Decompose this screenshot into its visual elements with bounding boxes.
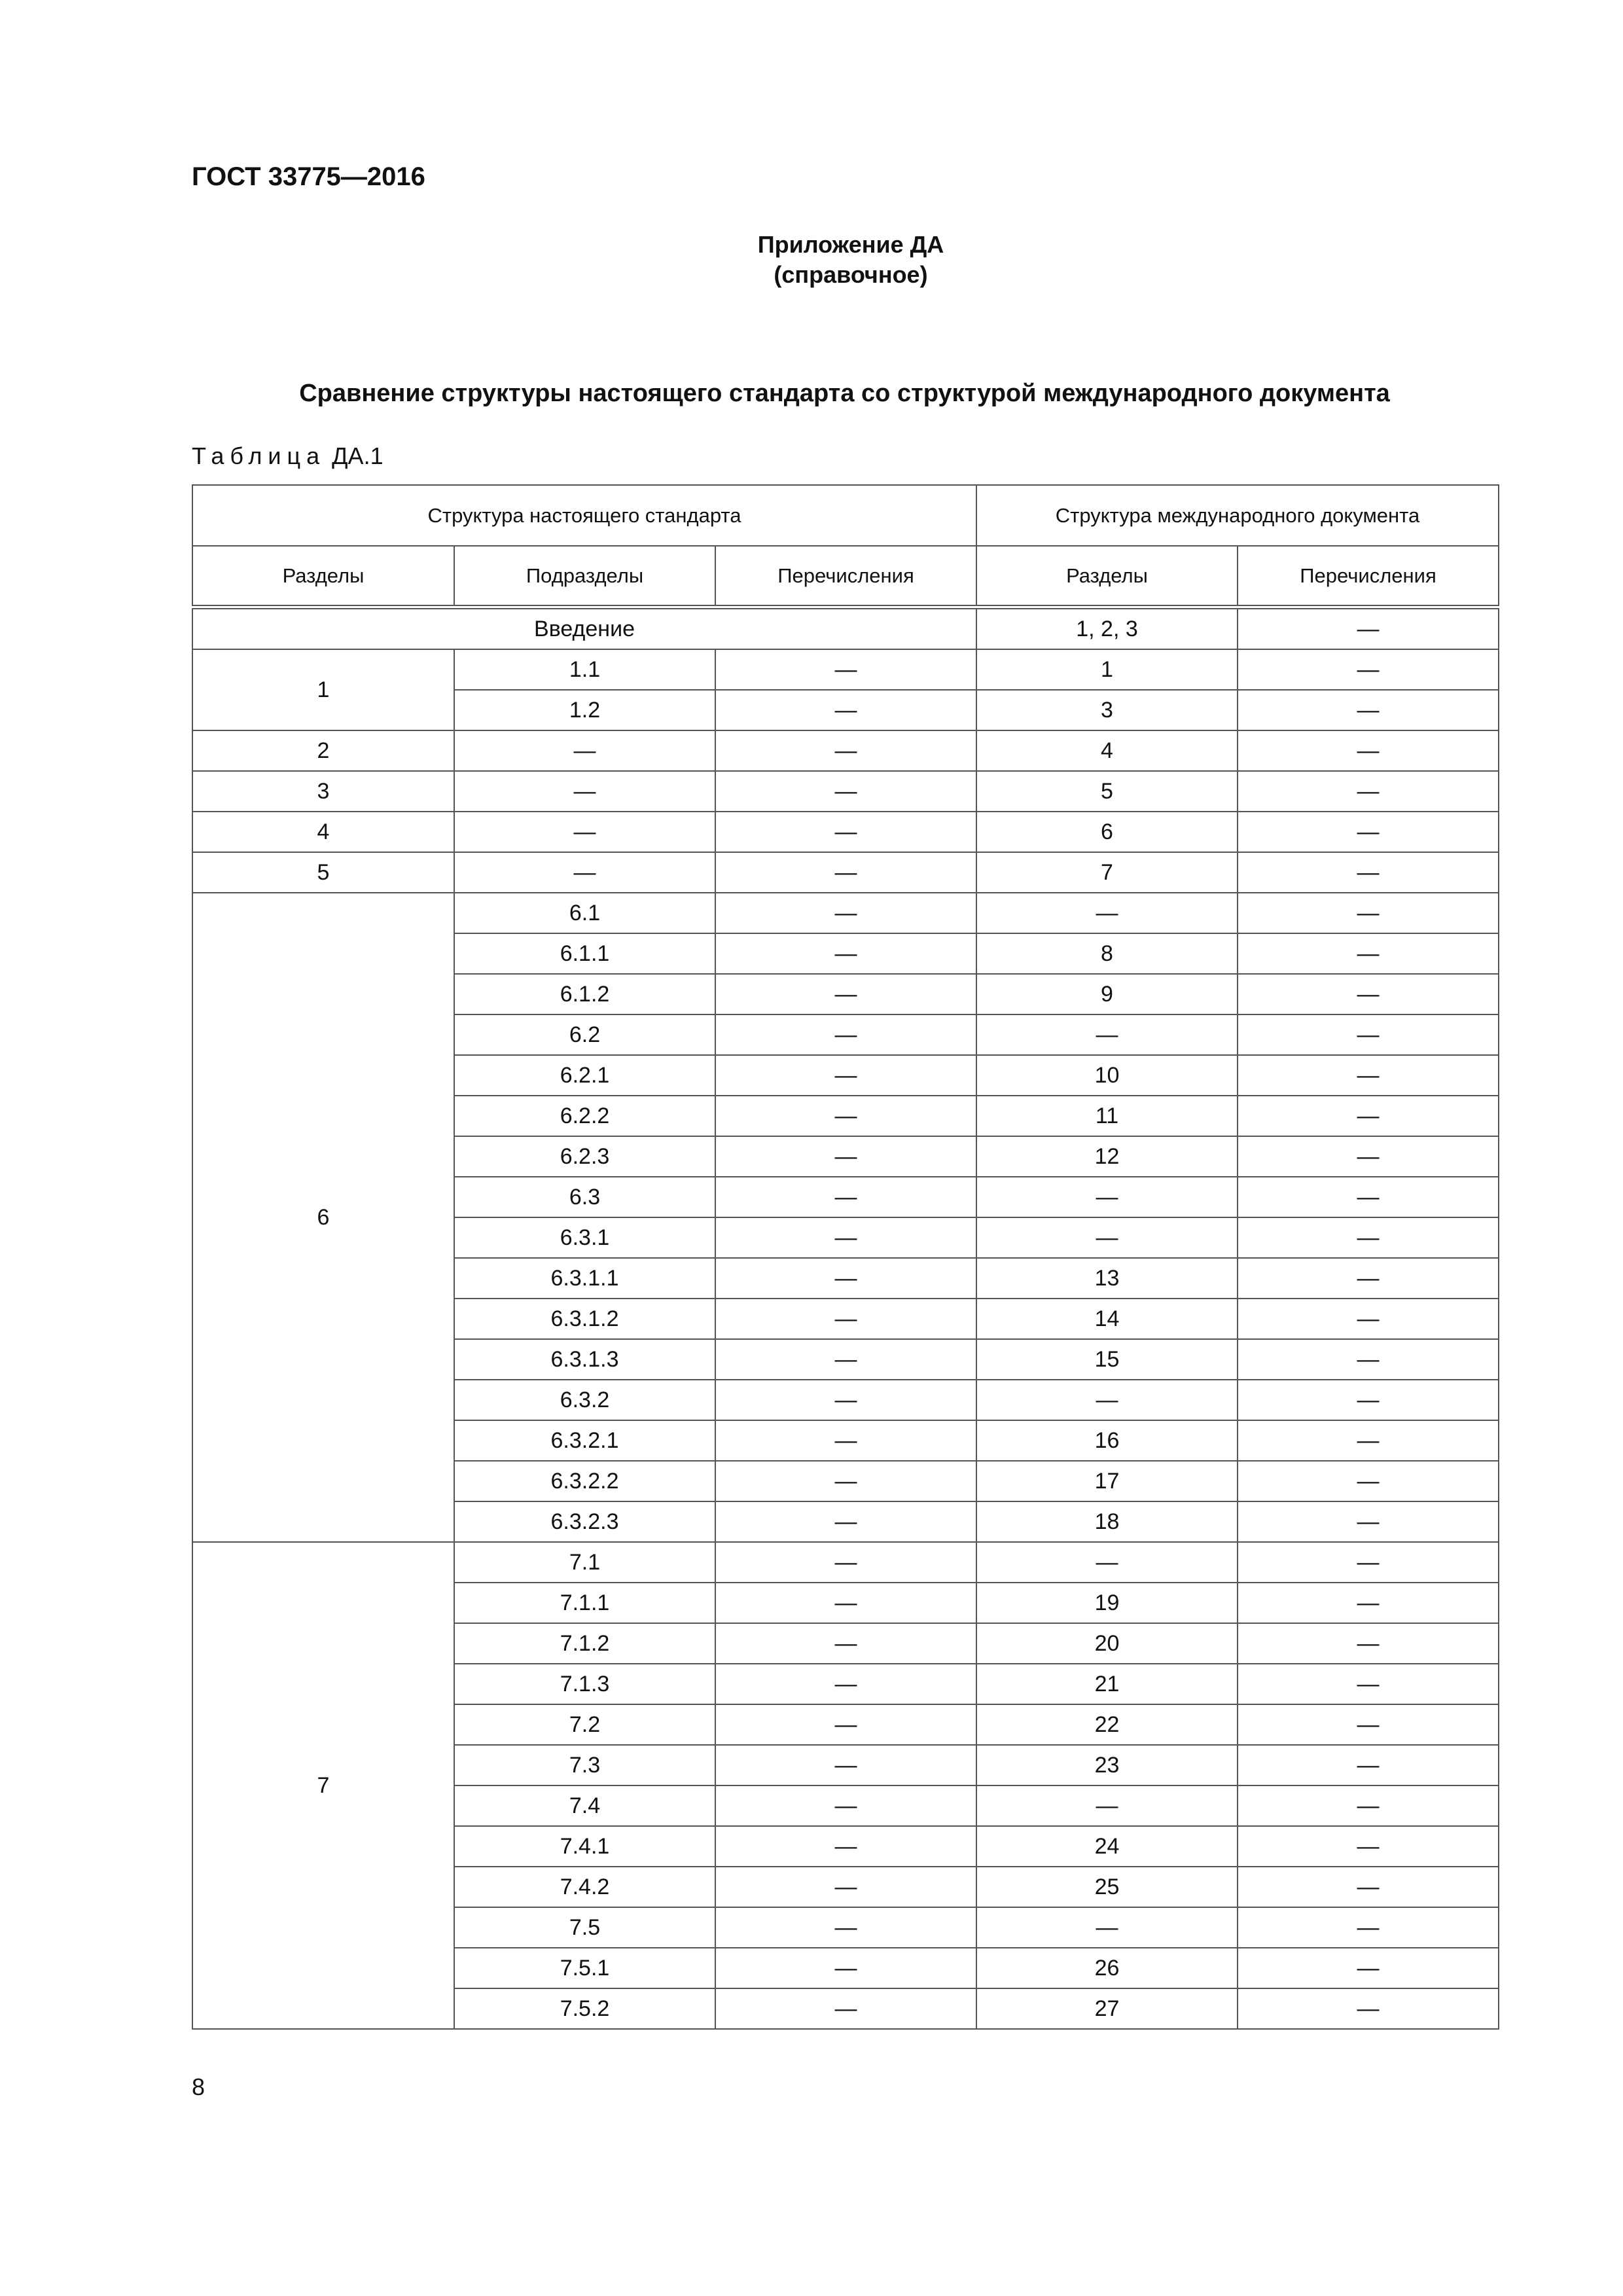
intl-enum-cell: — bbox=[1238, 690, 1499, 730]
intl-enum-cell: — bbox=[1238, 1339, 1499, 1380]
intl-section-cell: 7 bbox=[976, 852, 1238, 893]
table-row bbox=[192, 893, 1499, 933]
subsection-cell: 7.1.2 bbox=[454, 1623, 715, 1664]
table-row bbox=[192, 1542, 1499, 1583]
intl-enum-cell: — bbox=[1238, 1542, 1499, 1583]
subsection-cell: 6.3.2 bbox=[454, 1380, 715, 1420]
enum-cell: — bbox=[715, 649, 976, 690]
table-caption-word: Таблица bbox=[192, 442, 326, 469]
intl-section-cell: 11 bbox=[976, 1096, 1238, 1136]
subsection-cell: 7.4.2 bbox=[454, 1867, 715, 1907]
intl-enum-cell: — bbox=[1238, 974, 1499, 1014]
intl-enum-cell: — bbox=[1238, 1745, 1499, 1785]
intl-enum-cell: — bbox=[1238, 1096, 1499, 1136]
subsection-cell: 6.1.2 bbox=[454, 974, 715, 1014]
enum-cell: — bbox=[715, 1867, 976, 1907]
subsection-cell: 6.2.1 bbox=[454, 1055, 715, 1096]
enum-cell: — bbox=[715, 974, 976, 1014]
subsection-cell: 7.2 bbox=[454, 1704, 715, 1745]
enum-cell: — bbox=[715, 1299, 976, 1339]
subsection-cell: 6.1 bbox=[454, 893, 715, 933]
subsection-cell: 7.1.3 bbox=[454, 1664, 715, 1704]
intl-enum-cell: — bbox=[1238, 1501, 1499, 1542]
annex-kind: (справочное) bbox=[774, 261, 928, 288]
column-header: Разделы bbox=[192, 546, 454, 607]
enum-cell: — bbox=[715, 730, 976, 771]
enum-cell: — bbox=[715, 1988, 976, 2029]
intl-enum-cell: — bbox=[1238, 771, 1499, 812]
column-header: Перечисления bbox=[1238, 546, 1499, 607]
intl-enum-cell: — bbox=[1238, 1867, 1499, 1907]
intl-section-cell: 22 bbox=[976, 1704, 1238, 1745]
intl-enum-cell: — bbox=[1238, 1664, 1499, 1704]
intl-enum-cell: — bbox=[1238, 1785, 1499, 1826]
enum-cell: — bbox=[715, 933, 976, 974]
intl-enum-cell: — bbox=[1238, 852, 1499, 893]
section-cell: 4 bbox=[192, 812, 454, 852]
subsection-cell: 6.2.2 bbox=[454, 1096, 715, 1136]
subsection-cell: 7.5.2 bbox=[454, 1988, 715, 2029]
document-code: ГОСТ 33775—2016 bbox=[192, 162, 425, 191]
enum-cell: — bbox=[715, 1339, 976, 1380]
column-header: Подразделы bbox=[454, 546, 715, 607]
intl-section-cell: — bbox=[976, 1014, 1238, 1055]
enum-cell: — bbox=[715, 1542, 976, 1583]
enum-cell: — bbox=[715, 1826, 976, 1867]
intl-enum-cell: — bbox=[1238, 1461, 1499, 1501]
enum-cell: — bbox=[715, 1420, 976, 1461]
enum-cell: — bbox=[715, 1461, 976, 1501]
intl-enum-cell: — bbox=[1238, 1907, 1499, 1948]
enum-cell: — bbox=[715, 1948, 976, 1988]
intl-section-cell: 4 bbox=[976, 730, 1238, 771]
intl-section-cell: 13 bbox=[976, 1258, 1238, 1299]
section-cell: 1 bbox=[192, 649, 454, 730]
intl-section-cell: 14 bbox=[976, 1299, 1238, 1339]
subsection-cell: — bbox=[454, 812, 715, 852]
intl-section-cell: 8 bbox=[976, 933, 1238, 974]
intl-enum-cell: — bbox=[1238, 1055, 1499, 1096]
subsection-cell: 6.2.3 bbox=[454, 1136, 715, 1177]
subsection-cell: — bbox=[454, 852, 715, 893]
intl-section-cell: 17 bbox=[976, 1461, 1238, 1501]
table-row bbox=[192, 649, 1499, 690]
intro-row bbox=[192, 607, 1499, 650]
comparison-table bbox=[192, 484, 1499, 2030]
subsection-cell: 6.3 bbox=[454, 1177, 715, 1217]
intl-section-cell: — bbox=[976, 1217, 1238, 1258]
enum-cell: — bbox=[715, 893, 976, 933]
intl-enum-cell: — bbox=[1238, 1988, 1499, 2029]
intl-enum-cell: — bbox=[1238, 1177, 1499, 1217]
intl-enum-cell: — bbox=[1238, 1380, 1499, 1420]
intl-section-cell: 25 bbox=[976, 1867, 1238, 1907]
intl-section-cell: 10 bbox=[976, 1055, 1238, 1096]
enum-cell: — bbox=[715, 1258, 976, 1299]
section-title: Сравнение структуры настоящего стандарта со структурой международного документа bbox=[299, 380, 1390, 407]
table-caption-id: ДА.1 bbox=[332, 442, 383, 469]
subsection-cell: — bbox=[454, 771, 715, 812]
table-row bbox=[192, 852, 1499, 893]
intl-section-cell: 16 bbox=[976, 1420, 1238, 1461]
table-row bbox=[192, 730, 1499, 771]
table-row bbox=[192, 771, 1499, 812]
intl-section-cell: 23 bbox=[976, 1745, 1238, 1785]
enum-cell: — bbox=[715, 1501, 976, 1542]
subsection-cell: 6.3.1 bbox=[454, 1217, 715, 1258]
intl-enum-cell: — bbox=[1238, 1299, 1499, 1339]
intl-section-cell: 21 bbox=[976, 1664, 1238, 1704]
intl-enum-cell: — bbox=[1238, 1014, 1499, 1055]
subsection-cell: 6.3.2.3 bbox=[454, 1501, 715, 1542]
section-cell: 2 bbox=[192, 730, 454, 771]
section-cell: 3 bbox=[192, 771, 454, 812]
table-caption bbox=[192, 442, 383, 470]
intl-section-cell: 26 bbox=[976, 1948, 1238, 1988]
intl-section-cell: 15 bbox=[976, 1339, 1238, 1380]
intl-section-cell: — bbox=[976, 1177, 1238, 1217]
section-cell: 6 bbox=[192, 893, 454, 1542]
enum-cell: — bbox=[715, 771, 976, 812]
subsection-cell: 7.5 bbox=[454, 1907, 715, 1948]
subsection-cell: 6.2 bbox=[454, 1014, 715, 1055]
enum-cell: — bbox=[715, 1745, 976, 1785]
enum-cell: — bbox=[715, 1136, 976, 1177]
enum-cell: — bbox=[715, 1785, 976, 1826]
enum-cell: — bbox=[715, 1664, 976, 1704]
intl-enum-cell: — bbox=[1238, 1826, 1499, 1867]
intl-section-cell: 9 bbox=[976, 974, 1238, 1014]
intl-enum-cell: — bbox=[1238, 1623, 1499, 1664]
subsection-cell: 6.3.1.1 bbox=[454, 1258, 715, 1299]
intl-section-cell: — bbox=[976, 893, 1238, 933]
intl-section-cell: 3 bbox=[976, 690, 1238, 730]
column-header: Разделы bbox=[976, 546, 1238, 607]
subsection-cell: — bbox=[454, 730, 715, 771]
enum-cell: — bbox=[715, 1907, 976, 1948]
group-header-row bbox=[192, 485, 1499, 546]
subsection-cell: 7.3 bbox=[454, 1745, 715, 1785]
enum-cell: — bbox=[715, 852, 976, 893]
intl-section-cell: 20 bbox=[976, 1623, 1238, 1664]
enum-cell: — bbox=[715, 1704, 976, 1745]
intl-section-cell: 12 bbox=[976, 1136, 1238, 1177]
subsection-cell: 7.1.1 bbox=[454, 1583, 715, 1623]
intl-section-cell: 1 bbox=[976, 649, 1238, 690]
enum-cell: — bbox=[715, 1096, 976, 1136]
intl-enum-cell: — bbox=[1238, 812, 1499, 852]
intl-section-cell: 19 bbox=[976, 1583, 1238, 1623]
intl-section-cell: — bbox=[976, 1785, 1238, 1826]
subsection-cell: 7.4.1 bbox=[454, 1826, 715, 1867]
subsection-cell: 6.3.2.2 bbox=[454, 1461, 715, 1501]
intl-section-cell: 24 bbox=[976, 1826, 1238, 1867]
intl-enum-cell: — bbox=[1238, 1136, 1499, 1177]
intl-section-cell: — bbox=[976, 1542, 1238, 1583]
subsection-cell: 7.1 bbox=[454, 1542, 715, 1583]
intl-enum-cell: — bbox=[1238, 893, 1499, 933]
column-header: Перечисления bbox=[715, 546, 976, 607]
subsection-cell: 6.1.1 bbox=[454, 933, 715, 974]
annex-title: Приложение ДА bbox=[757, 231, 944, 258]
intl-section-cell: 18 bbox=[976, 1501, 1238, 1542]
group-header-international: Структура международного документа bbox=[976, 485, 1499, 546]
intl-enum-cell: — bbox=[1238, 1948, 1499, 1988]
subsection-cell: 7.5.1 bbox=[454, 1948, 715, 1988]
intl-enum-cell: — bbox=[1238, 649, 1499, 690]
table-row bbox=[192, 812, 1499, 852]
section-cell: 7 bbox=[192, 1542, 454, 2029]
intl-enum-cell: — bbox=[1238, 933, 1499, 974]
intl-enum-cell: — bbox=[1238, 1258, 1499, 1299]
intl-section-cell: 27 bbox=[976, 1988, 1238, 2029]
subsection-cell: 6.3.2.1 bbox=[454, 1420, 715, 1461]
intl-section-cell: — bbox=[976, 1907, 1238, 1948]
intl-enum-cell: — bbox=[1238, 1217, 1499, 1258]
enum-cell: — bbox=[715, 1177, 976, 1217]
enum-cell: — bbox=[715, 1014, 976, 1055]
intl-section-cell: — bbox=[976, 1380, 1238, 1420]
enum-cell: — bbox=[715, 1623, 976, 1664]
subsection-cell: 7.4 bbox=[454, 1785, 715, 1826]
intl-enum-cell: — bbox=[1238, 1420, 1499, 1461]
intl-section-cell: 5 bbox=[976, 771, 1238, 812]
section-cell: 5 bbox=[192, 852, 454, 893]
enum-cell: — bbox=[715, 1055, 976, 1096]
page-number: 8 bbox=[192, 2073, 205, 2100]
intl-enum-cell: — bbox=[1238, 1583, 1499, 1623]
intl-enum-cell: — bbox=[1238, 730, 1499, 771]
subsection-cell: 6.3.1.2 bbox=[454, 1299, 715, 1339]
column-header-row bbox=[192, 546, 1499, 607]
intl-section-cell: 6 bbox=[976, 812, 1238, 852]
subsection-cell: 6.3.1.3 bbox=[454, 1339, 715, 1380]
enum-cell: — bbox=[715, 1217, 976, 1258]
intro-label: Введение bbox=[192, 607, 976, 650]
subsection-cell: 1.1 bbox=[454, 649, 715, 690]
enum-cell: — bbox=[715, 1380, 976, 1420]
intl-enum-cell: — bbox=[1238, 1704, 1499, 1745]
intro-intl-sections: 1, 2, 3 bbox=[976, 607, 1238, 650]
group-header-national: Структура настоящего стандарта bbox=[192, 485, 976, 546]
enum-cell: — bbox=[715, 1583, 976, 1623]
subsection-cell: 1.2 bbox=[454, 690, 715, 730]
intro-intl-enum: — bbox=[1238, 607, 1499, 650]
enum-cell: — bbox=[715, 690, 976, 730]
enum-cell: — bbox=[715, 812, 976, 852]
